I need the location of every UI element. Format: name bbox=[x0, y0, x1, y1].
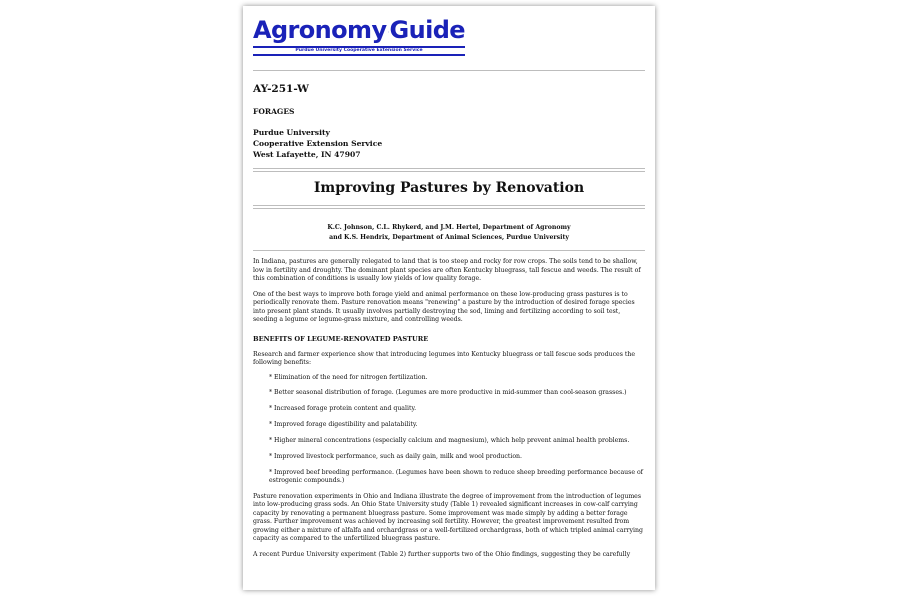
address-line: West Lafayette, IN 47907 bbox=[253, 150, 361, 159]
body-paragraph: A recent Purdue University experiment (Table 2) further supports two of the Ohio findings, suggesting they be carefully bbox=[253, 550, 631, 558]
logo-word-agronomy: Agronomy bbox=[253, 16, 387, 44]
plant-sprout-icon bbox=[388, 20, 389, 44]
logo-banner bbox=[253, 46, 465, 56]
authors-line: K.C. Johnson, C.L. Rhykerd, and J.M. Hertel, Department of Agronomy bbox=[327, 224, 571, 231]
body-paragraph: Research and farmer experience show that introducing legumes into Kentucky bluegrass or tall fescue sods produces the following benefits: bbox=[253, 350, 635, 366]
section-heading: BENEFITS OF LEGUME-RENOVATED PASTURE bbox=[253, 334, 429, 343]
agronomy-guide-logo bbox=[253, 16, 465, 62]
authors-block bbox=[253, 209, 645, 250]
body-paragraph: In Indiana, pastures are generally relegated to land that is too steep and rocky for row crops. The soils tend to be shallow, low in fertility and droughty. The dominant plant species are often Kentucky bluegrass, tall fescue and weeds. The result of this combination of conditions is usually low yields of low quality forage. bbox=[253, 258, 641, 282]
list-item: * Better seasonal distribution of forage. (Legumes are more productive in mid-summer than cool-season grasses.) bbox=[269, 389, 627, 397]
category-label: FORAGES bbox=[253, 107, 295, 116]
authors-line: and K.S. Hendrix, Department of Animal Sciences, Purdue University bbox=[329, 233, 569, 241]
divider bbox=[253, 250, 645, 251]
divider bbox=[253, 70, 645, 71]
document-content bbox=[253, 16, 645, 559]
logo-subtitle: Purdue University Cooperative Extension Service bbox=[295, 48, 423, 53]
list-item: * Improved forage digestibility and palatability. bbox=[269, 421, 418, 429]
list-item: * Improved beef breeding performance. (Legumes have been shown to reduce sheep breeding performance because of estrogenic compounds.) bbox=[269, 468, 643, 485]
address-line: Purdue University bbox=[253, 128, 330, 137]
publisher-address bbox=[253, 127, 645, 160]
divider bbox=[253, 205, 645, 206]
logo-word-guide: Guide bbox=[389, 16, 465, 44]
document-title: Improving Pastures by Renovation bbox=[313, 180, 585, 196]
address-line: Cooperative Extension Service bbox=[253, 139, 383, 148]
list-item: * Elimination of the need for nitrogen fertilization. bbox=[269, 373, 428, 381]
divider bbox=[253, 168, 645, 169]
body-paragraph: One of the best ways to improve both forage yield and animal performance on these low-producing grass pastures is to periodically renovate them. Pasture renovation means "renewing" a pasture by the introduction of desired forage species into present plant stands. It usually involves partially destroying the sod, liming and fertilizing according to soil test, seeding a legume or legume-grass mixture, and controlling weeds. bbox=[253, 290, 635, 323]
document-page bbox=[243, 6, 655, 590]
list-item: * Higher mineral concentrations (especially calcium and magnesium), which help prevent animal health problems. bbox=[269, 437, 630, 445]
list-item: * Improved livestock performance, such as daily gain, milk and wool production. bbox=[269, 452, 522, 460]
logo-title bbox=[253, 16, 465, 44]
list-item: * Increased forage protein content and quality. bbox=[269, 405, 417, 413]
benefits-list bbox=[269, 374, 645, 486]
body-paragraph: Pasture renovation experiments in Ohio and Indiana illustrate the degree of improvement from the introduction of legumes into low-producing grass sods. An Ohio State University study (Table 1) revealed significant increases in cow-calf carrying capacity by renovating a permanent bluegrass pasture. Some improvement was made simply by adding a better forage grass. Further improvement was achieved by increasing soil fertility. However, the greatest improvement resulted from growing either a mixture of alfalfa and orchardgrass or a well-fertilized orchardgrass, both of which tripled animal carrying capacity as compared to the unfertilized bluegrass pasture. bbox=[253, 492, 643, 543]
publication-number: AY-251-W bbox=[253, 83, 309, 95]
